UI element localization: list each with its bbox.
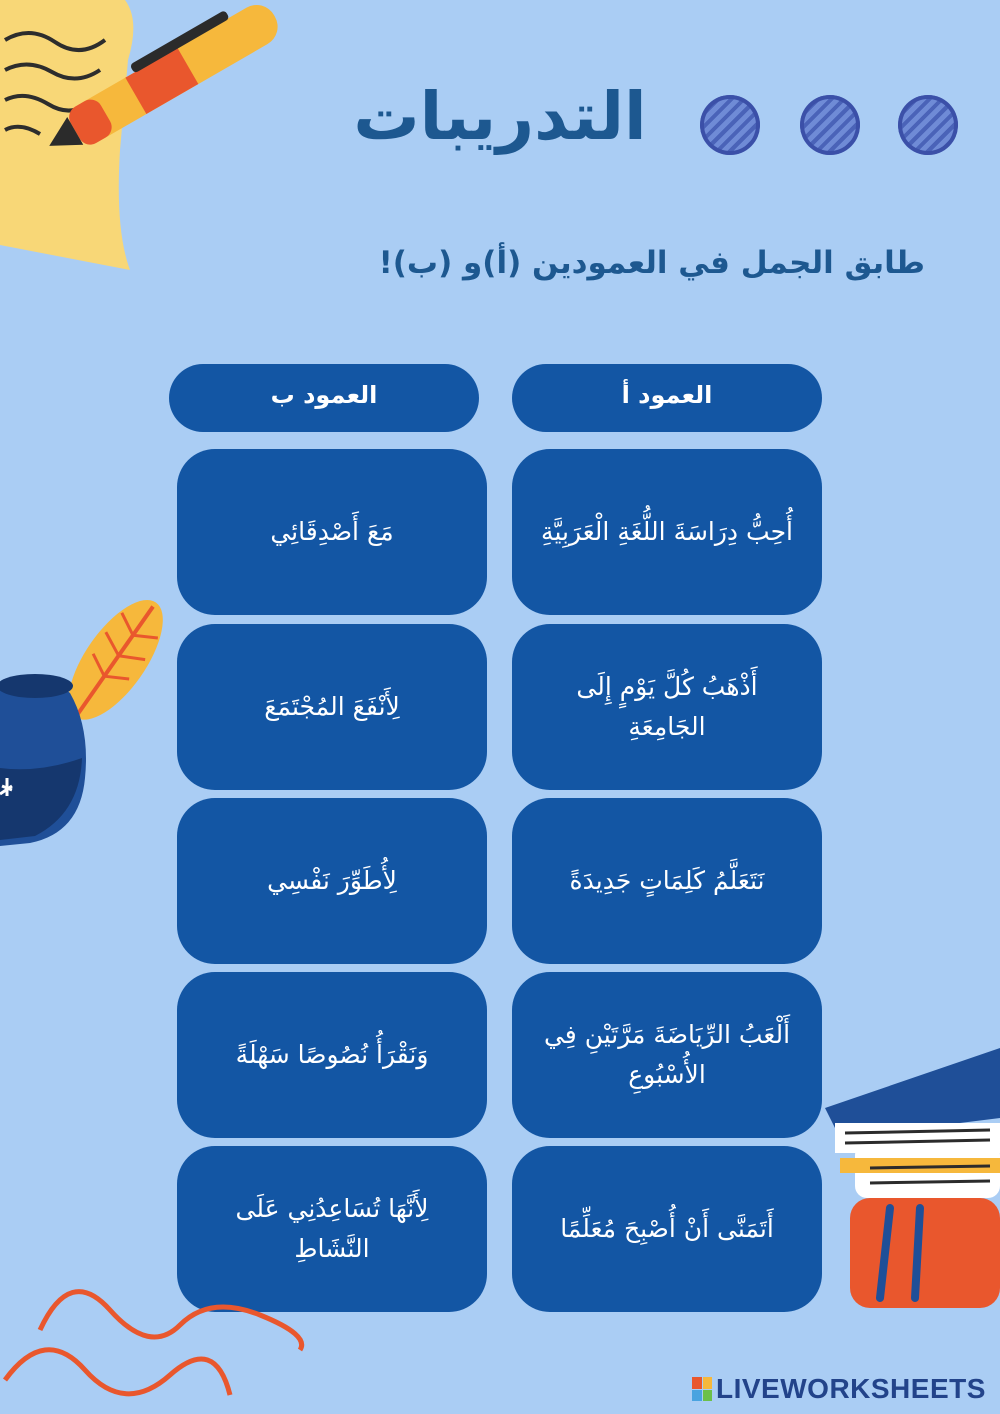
logo-text: LIVEWORKSHEETS bbox=[716, 1373, 986, 1404]
column-a-item-2[interactable]: أَذْهَبُ كُلَّ يَوْمٍ إِلَى الجَامِعَةِ bbox=[512, 624, 822, 790]
column-a-header: العمود أ bbox=[512, 364, 822, 432]
ink-feather-icon bbox=[0, 598, 180, 848]
books-icon bbox=[820, 1048, 1000, 1316]
dot-icon bbox=[898, 95, 958, 155]
column-a-item-4[interactable]: أَلْعَبُ الرِّيَاضَةَ مَرَّتَيْنِ فِي الأُسْبُوعِ bbox=[512, 972, 822, 1138]
column-b-item-2[interactable]: لِأَنْفَعَ المُجْتَمَعَ bbox=[177, 624, 487, 790]
paper-pen-icon bbox=[0, 0, 300, 280]
column-a-item-3[interactable]: نَتَعَلَّمُ كَلِمَاتٍ جَدِيدَةً bbox=[512, 798, 822, 964]
logo-mark-icon bbox=[692, 1377, 712, 1401]
liveworksheets-logo bbox=[692, 1372, 992, 1406]
column-a-item-5[interactable]: أَتَمَنَّى أَنْ أُصْبِحَ مُعَلِّمًا bbox=[512, 1146, 822, 1312]
dot-icon bbox=[800, 95, 860, 155]
column-b-item-1[interactable]: مَعَ أَصْدِقَائِي bbox=[177, 449, 487, 615]
squiggle-lines bbox=[0, 1270, 320, 1414]
instruction-text: طابق الجمل في العمودين (أ)و (ب)! bbox=[378, 245, 925, 281]
column-b-item-5[interactable]: لِأَنَّهَا تُسَاعِدُنِي عَلَى النَّشَاطِ bbox=[177, 1146, 487, 1312]
page-title: التدريبات bbox=[353, 78, 647, 155]
column-b-header: العمود ب bbox=[169, 364, 479, 432]
column-a-item-1[interactable]: أُحِبُّ دِرَاسَةَ اللُّغَةِ الْعَرَبِيَّةِ bbox=[512, 449, 822, 615]
column-b-item-3[interactable]: لِأُطَوِّرَ نَفْسِي bbox=[177, 798, 487, 964]
column-b-item-4[interactable]: وَنَقْرَأُ نُصُوصًا سَهْلَةً bbox=[177, 972, 487, 1138]
dot-icon bbox=[700, 95, 760, 155]
